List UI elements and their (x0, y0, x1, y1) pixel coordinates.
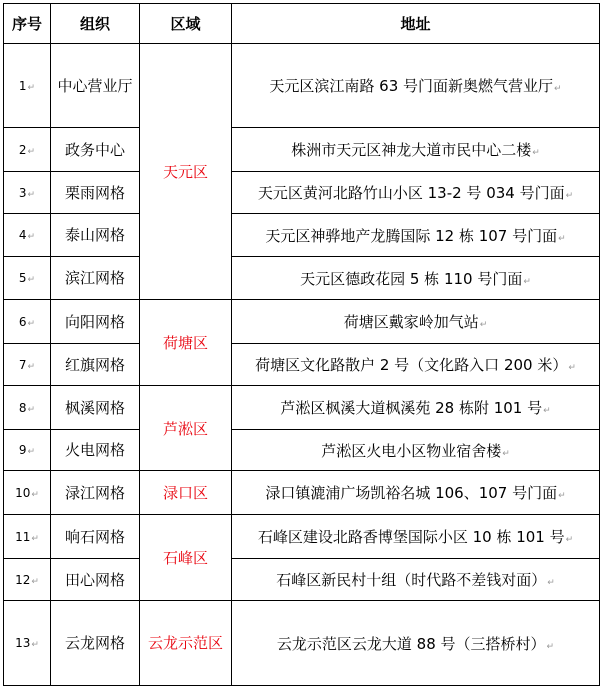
address (232, 300, 600, 344)
address (232, 471, 600, 515)
table-row (4, 44, 600, 128)
table-row (4, 344, 600, 386)
paragraph-mark: ↵ (27, 275, 36, 285)
organization-name (51, 386, 140, 430)
organization-name (51, 214, 140, 257)
paragraph-mark: ↵ (554, 84, 562, 94)
row-number-text: 5 (18, 271, 27, 285)
row-number-text: 13 (15, 636, 31, 650)
row-number (4, 344, 51, 386)
paragraph-mark: ↵ (27, 189, 36, 200)
organization-name-text: 红旗网格 (64, 355, 125, 374)
organization-name (51, 172, 140, 214)
organization-name-text: 枫溪网格 (64, 398, 125, 417)
table-container (3, 3, 600, 686)
address-text: 云龙示范区云龙大道 88 号（三搭桥村） (276, 634, 546, 653)
organization-name (51, 601, 140, 686)
row-number-text: 8 (18, 400, 27, 415)
organization-name-text: 响石网格 (64, 527, 125, 546)
district-name-text: 荷塘区 (162, 334, 208, 352)
paragraph-mark: ↵ (543, 406, 551, 416)
district-name (140, 44, 232, 300)
paragraph-mark: ↵ (27, 318, 36, 329)
organization-name-text: 向阳网格 (64, 312, 125, 331)
paragraph-mark: ↵ (547, 578, 555, 588)
header-no: 序号 (4, 4, 51, 44)
paragraph-mark: ↵ (27, 404, 36, 415)
row-number (4, 257, 51, 300)
row-number (4, 128, 51, 172)
table-row (4, 172, 600, 214)
row-number-text: 1 (18, 78, 27, 93)
table-row (4, 300, 600, 344)
row-number (4, 471, 51, 515)
paragraph-mark: ↵ (31, 533, 39, 544)
row-number (4, 300, 51, 344)
table-row (4, 430, 600, 471)
organization-name (51, 300, 140, 344)
paragraph-mark: ↵ (27, 361, 36, 372)
organization-name-text: 泰山网格 (64, 226, 125, 244)
address-text: 天元区德政花园 5 栋 110 号门面 (300, 269, 523, 288)
address-text: 天元区滨江南路 63 号门面新奥燃气营业厅 (269, 77, 554, 95)
header-name: 组织 (51, 4, 140, 44)
paragraph-mark: ↵ (31, 640, 39, 650)
row-number (4, 515, 51, 559)
paragraph-mark: ↵ (27, 146, 36, 157)
paragraph-mark: ↵ (31, 576, 39, 587)
table-row (4, 257, 600, 300)
outlet-address-table (3, 3, 600, 686)
address-text: 渌口镇漉浦广场凯裕名城 106、107 号门面 (265, 484, 558, 502)
row-number (4, 44, 51, 128)
row-number-text: 4 (18, 228, 27, 242)
paragraph-mark: ↵ (565, 191, 574, 201)
paragraph-mark: ↵ (523, 276, 531, 287)
row-number-text: 9 (18, 443, 27, 457)
district-name-text: 天元区 (162, 163, 208, 181)
district-name-text: 云龙示范区 (147, 634, 223, 652)
district-name-text: 渌口区 (162, 484, 208, 502)
organization-name-text: 渌江网格 (64, 483, 125, 502)
district-name-text: 芦淞区 (162, 419, 208, 438)
organization-name-text: 中心营业厅 (57, 76, 133, 95)
paragraph-mark: ↵ (502, 448, 510, 459)
organization-name-text: 滨江网格 (64, 269, 125, 287)
address (232, 44, 600, 128)
row-number (4, 214, 51, 257)
address-text: 芦淞区火电小区物业宿舍楼 (321, 441, 502, 460)
district-name (140, 601, 232, 686)
paragraph-mark: ↵ (27, 232, 36, 242)
table-row (4, 214, 600, 257)
row-number (4, 601, 51, 686)
organization-name (51, 430, 140, 471)
header-district: 区域 (140, 4, 232, 44)
paragraph-mark: ↵ (532, 148, 540, 158)
organization-name (51, 344, 140, 386)
table-row (4, 515, 600, 559)
address-text: 荷塘区戴家岭加气站 (343, 313, 479, 331)
row-number (4, 386, 51, 430)
row-number-text: 11 (15, 529, 31, 544)
table-row (4, 601, 600, 686)
district-name (140, 300, 232, 386)
organization-name (51, 44, 140, 128)
address (232, 172, 600, 214)
row-number-text: 2 (18, 142, 27, 157)
row-number (4, 430, 51, 471)
address (232, 559, 600, 601)
paragraph-mark: ↵ (546, 641, 555, 652)
address-text: 石峰区建设北路香博堡国际小区 10 栋 101 号 (257, 528, 565, 546)
paragraph-mark: ↵ (31, 489, 39, 500)
address (232, 515, 600, 559)
address-text: 荷塘区文化路散户 2 号（文化路入口 200 米） (255, 356, 568, 374)
row-number-text: 12 (15, 572, 31, 587)
row-number-text: 7 (18, 357, 27, 372)
address (232, 128, 600, 172)
district-name (140, 386, 232, 471)
address-text: 石峰区新民村十组（时代路不差钱对面） (276, 571, 547, 589)
organization-name-text: 云龙网格 (64, 634, 125, 652)
paragraph-mark: ↵ (558, 233, 566, 244)
address (232, 214, 600, 257)
organization-name-text: 政务中心 (64, 140, 125, 159)
address (232, 430, 600, 471)
table-row (4, 128, 600, 172)
paragraph-mark: ↵ (558, 491, 566, 501)
row-number (4, 559, 51, 601)
paragraph-mark: ↵ (27, 82, 36, 93)
table-body (4, 44, 600, 686)
address (232, 257, 600, 300)
address-text: 天元区黄河北路竹山小区 13-2 号 034 号门面 (257, 184, 565, 202)
header-address: 地址 (232, 4, 600, 44)
row-number-text: 6 (18, 314, 27, 329)
address (232, 344, 600, 386)
header-row (4, 4, 600, 44)
district-name (140, 471, 232, 515)
table-row (4, 386, 600, 430)
row-number-text: 10 (15, 485, 31, 500)
paragraph-mark: ↵ (27, 447, 36, 457)
paragraph-mark: ↵ (565, 535, 574, 545)
organization-name (51, 471, 140, 515)
row-number-text: 3 (18, 185, 27, 200)
organization-name (51, 515, 140, 559)
table-row (4, 559, 600, 601)
table-row (4, 471, 600, 515)
organization-name-text: 栗雨网格 (64, 183, 125, 202)
organization-name (51, 559, 140, 601)
organization-name (51, 128, 140, 172)
district-name-text: 石峰区 (162, 549, 208, 567)
address-text: 芦淞区枫溪大道枫溪苑 28 栋附 101 号 (280, 399, 543, 417)
organization-name-text: 火电网格 (64, 441, 125, 459)
address-text: 株洲市天元区神龙大道市民中心二楼 (291, 141, 532, 159)
address (232, 601, 600, 686)
paragraph-mark: ↵ (568, 363, 576, 373)
paragraph-mark: ↵ (479, 320, 488, 330)
organization-name (51, 257, 140, 300)
address-text: 天元区神骅地产龙腾国际 12 栋 107 号门面 (265, 226, 558, 245)
district-name (140, 515, 232, 601)
organization-name-text: 田心网格 (64, 570, 125, 589)
address (232, 386, 600, 430)
row-number (4, 172, 51, 214)
